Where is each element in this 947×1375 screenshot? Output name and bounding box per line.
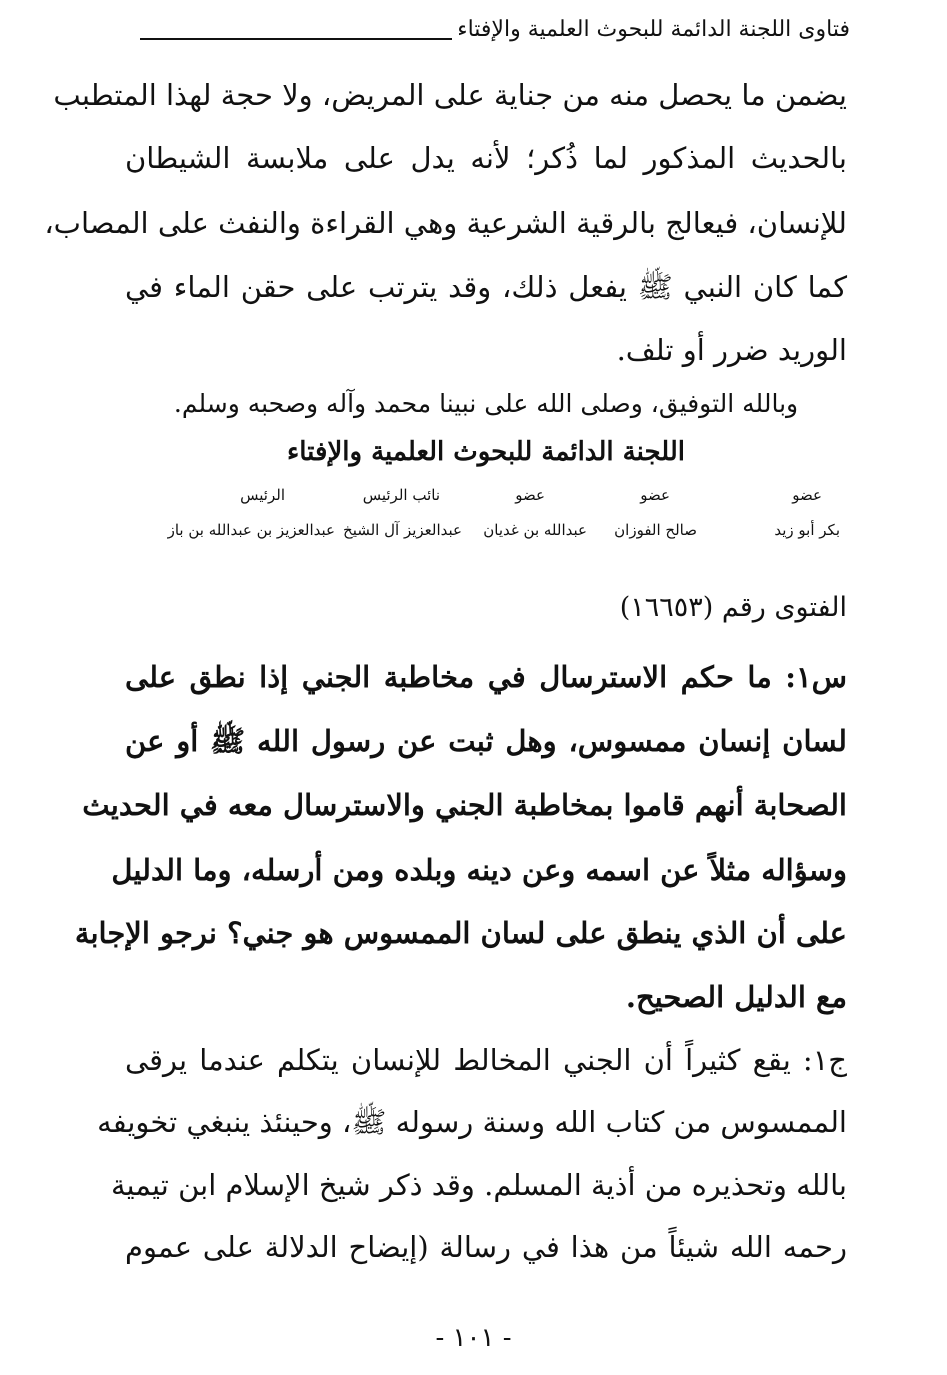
signatory-title: نائب الرئيس	[362, 486, 440, 504]
header-title: فتاوى اللجنة الدائمة للبحوث العلمية والإفتاء	[457, 17, 850, 42]
question-line: لسان إنسان ممسوس، وهل ثبت عن رسول الله ﷺ أو عن	[125, 724, 847, 758]
body-line: للإنسان، فيعالج بالرقية الشرعية وهي القراءة والنفث على المصاب،	[44, 206, 847, 240]
signatory-titles	[140, 480, 840, 510]
signatory-name: بكر أبو زيد	[774, 521, 840, 539]
fatwa-number: الفتوى رقم (١٦٦٥٣)	[619, 592, 847, 623]
header-rule	[140, 38, 452, 40]
body-line: الوريد ضرر أو تلف.	[616, 333, 847, 367]
answer-line: بالله وتحذيره من أذية المسلم. وقد ذكر شيخ الإسلام ابن تيمية	[110, 1168, 847, 1202]
signatory-name: عبدالعزيز آل الشيخ	[343, 521, 462, 539]
body-line: كما كان النبي ﷺ يفعل ذلك، وقد يترتب على حقن الماء في	[125, 270, 847, 304]
running-header	[140, 10, 850, 50]
body-line: بالحديث المذكور لما ذُكر؛ لأنه يدل على ملابسة الشيطان	[125, 141, 847, 175]
signatory-title: الرئيس	[240, 486, 285, 504]
closing-line: وبالله التوفيق، وصلى الله على نبينا محمد وآله وصحبه وسلم.	[173, 389, 799, 418]
question-line: على أن الذي ينطق على لسان الممسوس هو جني؟ نرجو الإجابة	[74, 916, 847, 950]
signatory-title: عضو	[792, 486, 822, 504]
question-line: الصحابة أنهم قاموا بمخاطبة الجني والاسترسال معه في الحديث	[82, 788, 847, 822]
body-line: يضمن ما يحصل منه من جناية على المريض، ولا حجة لهذا المتطبب	[53, 78, 847, 112]
question-line: وسؤاله مثلاً عن اسمه وعن دينه وبلده ومن أرسله، وما الدليل	[111, 853, 847, 887]
signatory-name: عبدالعزيز بن عبدالله بن باز	[167, 521, 335, 539]
signatory-names	[140, 515, 840, 545]
page-number: - ١٠١ -	[435, 1323, 512, 1353]
signatory-name: عبدالله بن غديان	[483, 521, 587, 539]
answer-line: رحمه الله شيئاً من هذا في رسالة (إيضاح الدلالة على عموم	[125, 1230, 847, 1264]
committee-name: اللجنة الدائمة للبحوث العلمية والإفتاء	[287, 437, 685, 467]
signatory-title: عضو	[515, 486, 545, 504]
question-line: س١: ما حكم الاسترسال في مخاطبة الجني إذا نطق على	[125, 660, 847, 694]
question-line: مع الدليل الصحيح.	[625, 980, 847, 1014]
signatory-title: عضو	[640, 486, 670, 504]
answer-line: ج١: يقع كثيراً أن الجني المخالط للإنسان يتكلم عندما يرقى	[125, 1043, 847, 1077]
signatory-name: صالح الفوزان	[614, 521, 697, 539]
answer-line: الممسوس من كتاب الله وسنة رسوله ﷺ، وحينئذ ينبغي تخويفه	[97, 1105, 847, 1139]
